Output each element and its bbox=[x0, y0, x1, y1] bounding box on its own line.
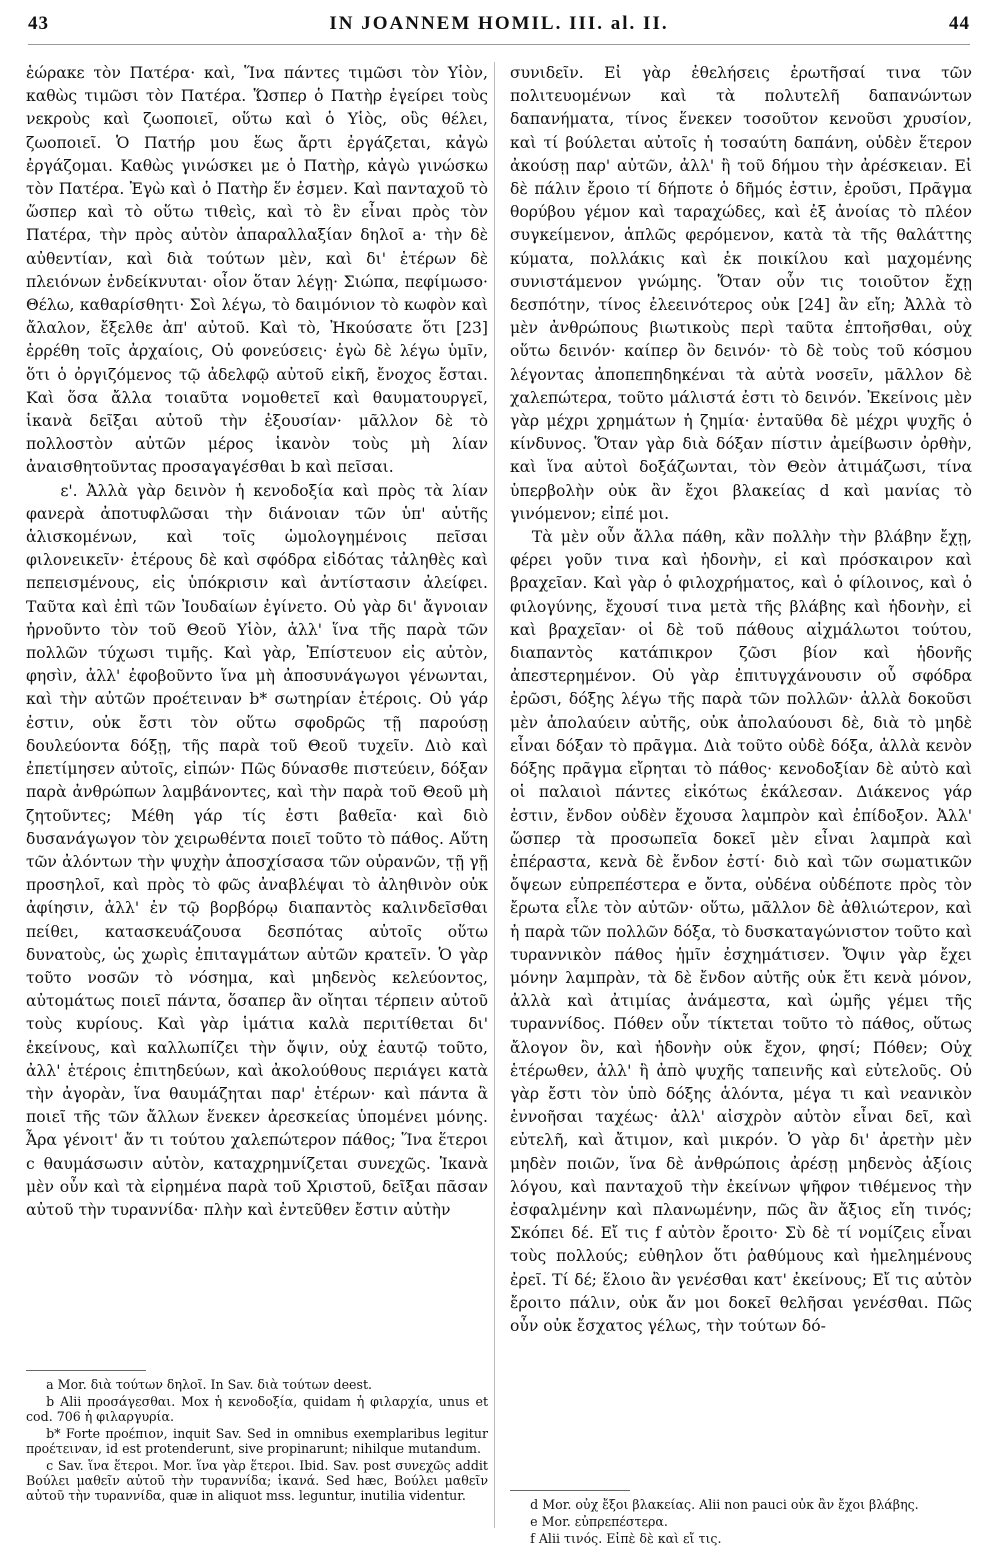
footnote-b-star: b* Forte προέπιον, inquit Sav. Sed in omnibus exemplaribus legitur προέτειναν, id est protenderunt, sive propinarunt; nihilque mutandum. bbox=[26, 1426, 488, 1456]
footnote-d: d Mor. οὐχ ἔξοι βλακείας. Alii non pauci οὐκ ἂν ἔχοι βλάβης. bbox=[530, 1497, 919, 1512]
left-paragraph-2: ε'. Ἀλλὰ γὰρ δεινὸν ἡ κενοδοξία καὶ πρὸς τὰ λίαν φανερὰ ἀποτυφλῶσαι τὴν διάνοιαν τῶν ὑπ' αὐτῆς ἁλισκομένων, καὶ τοῖς ὡμολογημένοις πεῖσαι φιλονεικεῖν· ἑτέρους δὲ καὶ σφόδρα εἰδότας τἀληθὲς καὶ πεπεισμένους, εἰς ὑπόκρισιν καὶ ἀντίστασιν ἀλείφει. Ταῦτα καὶ ἐπὶ τῶν Ἰουδαίων ἐγίνετο. Οὐ γὰρ δι' ἄγνοιαν ἠρνοῦντο τὸν τοῦ Θεοῦ Υἱὸν, ἀλλ' ἵνα τῆς παρὰ τῶν πολλῶν τύχωσι τιμῆς. Καὶ γὰρ, Ἐπίστευον εἰς αὐτὸν, φησὶν, ἀλλ' ἐφοβοῦντο ἵνα μὴ ἀποσυνάγωγοι γένωνται, καὶ τὴν αὐτῶν προέτειναν b* σωτηρίαν ἑτέροις. Οὐ γάρ ἐστιν, οὐκ ἔστι τὸν οὕτω σφοδρῶς τῇ παρούσῃ δουλεύοντα δόξῃ, τῆς παρὰ τοῦ Θεοῦ τυχεῖν. Διὸ καὶ ἐπετίμησεν αὐτοῖς, εἰπών· Πῶς δύνασθε πιστεύειν, δόξαν παρὰ ἀνθρώπων λαμβάνοντες, καὶ τὴν παρὰ τοῦ Θεοῦ μὴ ζητοῦντες; Μέθη γάρ τίς ἐστι βαθεῖα· καὶ διὸ δυσανάγωγον τὸν χειρωθέντα ποιεῖ τοῦτο τὸ πάθος. Αὕτη τῶν ἀλόντων τὴν ψυχὴν ἀποσχίσασα τῶν οὐρανῶν, τῇ γῇ προσηλοῖ, καὶ πρὸς τὸ φῶς ἀναβλέψαι τὸ ἀληθινὸν οὐκ ἀφίησιν, ἀλλ' ἐν τῷ βορβόρῳ διαπαντὸς καλινδεῖσθαι πείθει, κατασκευάζουσα δεσπότας αὐτοῖς οὕτω δυνατοὺς, ὡς χωρὶς ἐπιταγμάτων αὐτῶν κρατεῖν. Ὁ γὰρ τοῦτο νοσῶν τὸ νόσημα, καὶ μηδενὸς κελεύοντος, αὐτομάτως ποιεῖ πάντα, ὅσαπερ ἂν οἴηται τέρπειν αὐτοῦ τοὺς κυρίους. Καὶ γὰρ ἱμάτια καλὰ περιτίθεται δι' ἐκείνους, καὶ καλλωπίζει τὴν ὄψιν, οὐχ ἑαυτῷ τοῦτο, ἀλλ' ἑτέροις ἐπιτηδεύων, καὶ ἀκολούθους περιάγει κατὰ τὴν ἀγορὰν, ἵνα θαυμάζηται παρ' ἑτέρων· καὶ πάντα ἃ ποιεῖ τῆς τῶν ἄλλων ἕνεκεν ἀρεσκείας ὑπομένει μόνης. Ἆρα γένοιτ' ἄν τι τούτου χαλεπώτερον πάθος; Ἵνα ἕτεροι c θαυμάσωσιν αὐτὸν, καταχρημνίζεται συνεχῶς. Ἱκανὰ μὲν οὖν καὶ τὰ εἰρημένα παρὰ τοῦ Χριστοῦ, δεῖξαι πᾶσαν αὐτοῦ τὴν τυραννίδα· πλὴν καὶ ἐντεῦθεν ἔστιν αὐτὴν bbox=[26, 481, 488, 1219]
right-column-text bbox=[510, 62, 972, 1488]
running-title: IN JOANNEM HOMIL. III. al. II. bbox=[329, 13, 669, 34]
footnote-rule bbox=[510, 1490, 630, 1491]
footnote-rule bbox=[26, 1370, 146, 1371]
right-paragraph-2: Τὰ μὲν οὖν ἄλλα πάθη, κἂν πολλὴν τὴν βλάβην ἔχῃ, φέρει γοῦν τινα καὶ ἡδονὴν, εἰ καὶ πρόσκαιρον καὶ βραχεῖαν. Καὶ γὰρ ὁ φιλοχρήματος, καὶ ὁ φίλοινος, καὶ ὁ φιλογύνης, ἔχουσί τινα μετὰ τῆς βλάβης καὶ ἡδονὴν, εἰ καὶ βραχεῖαν· οἱ δὲ τοῦ πάθους αἰχμάλωτοι τούτου, διαπαντὸς κατάπικρον ζῶσι βίον καὶ ἡδονῆς ἀπεστερημένον. Οὐ γὰρ ἐπιτυγχάνουσιν οὗ σφόδρα ἐρῶσι, δόξης λέγω τῆς παρὰ τῶν πολλῶν· ἀλλὰ δοκοῦσι μὲν ἀπολαύειν αὐτῆς, οὐκ ἀπολαύουσι δὲ, διὰ τὸ μηδὲ εἶναι δόξαν τὸ πρᾶγμα. Διὰ τοῦτο οὐδὲ δόξα, ἀλλὰ κενὸν δόξης πρᾶγμα εἴρηται τὸ πάθος· κενοδοξίαν δὲ αὐτὸ καὶ οἱ παλαιοὶ πάντες εἰκότως ἐκάλεσαν. Διάκενος γάρ ἐστιν, ἔνδον οὐδὲν ἔχουσα λαμπρὸν καὶ ἐπίδοξον. Ἀλλ' ὥσπερ τὰ προσωπεῖα δοκεῖ μὲν εἶναι λαμπρὰ καὶ ἐπέραστα, κενὰ δὲ ἔνδον ἐστί· διὸ καὶ τῶν σωματικῶν ὄψεων εὐπρεπέστερα e ὄντα, οὐδένα οὐδέποτε πρὸς τὸν ἔρωτα εἷλε τὸν αὐτῶν· οὕτω, μᾶλλον δὲ ἀθλιώτερον, καὶ ἡ παρὰ τῶν πολλῶν δόξα, τὸ δυσκαταγώνιστον τοῦτο καὶ τυραννικὸν πάθος ἡμῖν ἐσχημάτισεν. Ὄψιν γὰρ ἔχει μόνην λαμπρὰν, τὰ δὲ ἔνδον αὐτῆς οὐκ ἔτι κενὰ μόνον, ἀλλὰ καὶ ἀτιμίας ἀνάμεστα, καὶ ὠμῆς γέμει τῆς τυραννίδος. Πόθεν οὖν τίκτεται τοῦτο τὸ πάθος, οὕτως ἄλογον ὂν, καὶ ἡδονὴν οὐκ ἔχον, φησί; Πόθεν; Οὐχ ἑτέρωθεν, ἀλλ' ἢ ἀπὸ ψυχῆς ταπεινῆς καὶ εὐτελοῦς. Οὐ γὰρ ἔστι τὸν ὑπὸ δόξης ἁλόντα, μέγα τι καὶ νεανικὸν ἐννοῆσαι ταχέως· ἀλλ' αἰσχρὸν αὐτὸν εἶναι δεῖ, καὶ εὐτελῆ, καὶ ἄτιμον, καὶ μικρόν. Ὁ γὰρ δι' ἀρετὴν μὲν μηδὲν ποιῶν, ἵνα δὲ ἀνθρώποις ἀρέσῃ μηδενὸς ἀξίοις λόγου, καὶ πανταχοῦ τὴν ἐκείνων ψῆφον τιθέμενος τὴν ἐσφαλμένην καὶ πλανωμένην, πῶς ἂν ἄξιος εἴη τινός; Σκόπει δέ. Εἴ τις f αὐτὸν ἔροιτο· Σὺ δὲ τί νομίζεις εἶναι τοὺς πολλούς; εὐθηλον ὅτι ῥαθύμους καὶ ἠμελημένους ἐρεῖ. Τί δέ; ἕλοιο ἂν γενέσθαι κατ' ἐκείνους; Εἴ τις αὐτὸν ἔροιτο πάλιν, οὐκ ἄν μοι δοκεῖ θελῆσαι γενέσθαι. Πῶς οὖν οὐκ ἔσχατος γέλως, τὴν τούτων δό- bbox=[510, 528, 972, 1335]
left-column bbox=[26, 62, 495, 1528]
left-column-text bbox=[26, 62, 488, 1368]
footnote-e: e Mor. εὐπρεπέστερα. bbox=[530, 1514, 668, 1529]
left-footnotes bbox=[26, 1370, 488, 1505]
running-header bbox=[28, 4, 970, 45]
footnote-b: b Alii προσάγεσθαι. Mox ἡ κενοδοξία, quidam ἡ φιλαρχία, unus et cod. 706 ἡ φιλαργυρία. bbox=[26, 1394, 488, 1424]
right-column bbox=[510, 62, 972, 1546]
two-column-body bbox=[26, 62, 972, 1546]
right-paragraph-1: συνιδεῖν. Εἰ γὰρ ἐθελήσεις ἐρωτῆσαί τινα τῶν πολιτευομένων καὶ τὰ πολυτελῆ δαπανώντων δαπανήματα, τίνος ἕνεκεν τοσοῦτον κενοῦσι χρυσίον, καὶ τί βούλεται αὐτοῖς ἡ τοσαύτη δαπάνη, οὐδὲν ἕτερον ἀκούσῃ παρ' αὐτῶν, ἀλλ' ἢ τοῦ δήμου τὴν ἀρέσκειαν. Εἰ δὲ πάλιν ἔροιο τί δήποτε ὁ δῆμός ἐστιν, ἐροῦσι, Πρᾶγμα θορύβου γέμον καὶ ταραχώδες, καὶ ἐξ ἀνοίας τὸ πλέον συγκείμενον, ἁπλῶς φερόμενον, κατὰ τὰ τῆς θαλάττης κύματα, πολλάκις καὶ ἐκ ποικίλου καὶ μαχομένης συνιστάμενον γνώμης. Ὅταν οὖν τις τοιοῦτον ἔχῃ δεσπότην, τίνος ἐλεεινότερος οὐκ [24] ἂν εἴη; Ἀλλὰ τὸ μὲν ἀνθρώπους βιωτικοὺς περὶ ταῦτα ἐπτοῆσθαι, οὐχ οὕτω δεινόν· καίπερ ὂν δεινόν· τὸ δὲ τοὺς τοῦ κόσμου λέγοντας ἀποπεπηδηκέναι τὰ αὐτὰ νοσεῖν, μᾶλλον δὲ χαλεπώτερα, τοῦτο μάλιστά ἐστι τὸ δεινόν. Ἐκείνοις μὲν γὰρ μέχρι χρημάτων ἡ ζημία· ἐνταῦθα δὲ μέχρι ψυχῆς ὁ κίνδυνος. Ὅταν γὰρ διὰ δόξαν πίστιν ἀμείβωσιν ὀρθὴν, καὶ ἵνα αὐτοὶ δοξάζωνται, τὸν Θεὸν ἀτιμάζωσι, τίνα ὑπερβολὴν οὐκ ἂν ἔχοι βλακείας d καὶ μανίας τὸ γινόμενον; εἰπέ μοι. bbox=[510, 64, 972, 523]
page-number-right: 44 bbox=[948, 13, 970, 34]
footnote-a: a Mor. διὰ τούτων δηλοῖ. In Sav. διὰ τούτων deest. bbox=[46, 1377, 373, 1392]
footnote-c: c Sav. ἵνα ἕτεροι. Mor. ἵνα γὰρ ἕτεροι. Ibid. Sav. post συνεχῶς addit Βούλει μαθεῖν αὐτοῦ τὴν τυραννίδα; ἱκανά. Sed hæc, Βούλει μαθεῖν αὐτοῦ τὴν τυραννίδα, quæ in aliquot mss. leguntur, inutilia videntur. bbox=[26, 1458, 488, 1503]
page-number-left: 43 bbox=[28, 13, 49, 34]
right-footnotes bbox=[510, 1490, 972, 1548]
footnote-f: f Alii τινός. Εἰπὲ δὲ καὶ εἴ τις. bbox=[530, 1531, 722, 1546]
left-paragraph-1: ἑώρακε τὸν Πατέρα· καὶ, Ἵνα πάντες τιμῶσι τὸν Υἱὸν, καθὼς τιμῶσι τὸν Πατέρα. Ὥσπερ ὁ Πατὴρ ἐγείρει τοὺς νεκροὺς καὶ ζωοποιεῖ, οὕτω καὶ ὁ Υἱὸς, οὓς θέλει, ζωοποιεῖ. Ὁ Πατήρ μου ἕως ἄρτι ἐργάζεται, κἀγὼ ἐργάζομαι. Καθὼς γινώσκει με ὁ Πατὴρ, κἀγὼ γινώσκω τὸν Πατέρα. Ἐγὼ καὶ ὁ Πατὴρ ἕν ἐσμεν. Καὶ πανταχοῦ τὸ ὥσπερ καὶ τὸ οὕτω τιθεὶς, καὶ τὸ ἓν εἶναι πρὸς τὸν Πατέρα, τὴν πρὸς αὐτὸν ἀπαραλλαξίαν δηλοῖ a· τὴν δὲ αὐθεντίαν, καὶ διὰ τούτων μὲν, καὶ δι' ἑτέρων δὲ πλειόνων ἐνδείκνυται· οἷον ὅταν λέγῃ· Σιώπα, πεφίμωσο· Θέλω, καθαρίσθητι· Σοὶ λέγω, τὸ δαιμόνιον τὸ κωφὸν καὶ ἄλαλον, ἔξελθε ἀπ' αὐτοῦ. Καὶ τὸ, Ἠκούσατε ὅτι [23] ἐρρέθη τοῖς ἀρχαίοις, Οὐ φονεύσεις· ἐγὼ δὲ λέγω ὑμῖν, ὅτι ὁ ὀργιζόμενος τῷ ἀδελφῷ αὐτοῦ εἰκῆ, ἔνοχος ἔσται. Καὶ ὅσα ἄλλα τοιαῦτα νομοθετεῖ καὶ θαυματουργεῖ, ἱκανὰ δεῖξαι αὐτοῦ τὴν ἐξουσίαν· μᾶλλον δὲ τὸ πολλοστὸν αὐτῶν μέρος ἱκανὸν τοὺς μὴ λίαν ἀναισθητοῦντας προσαγαγέσθαι b καὶ πεῖσαι. bbox=[26, 64, 488, 477]
